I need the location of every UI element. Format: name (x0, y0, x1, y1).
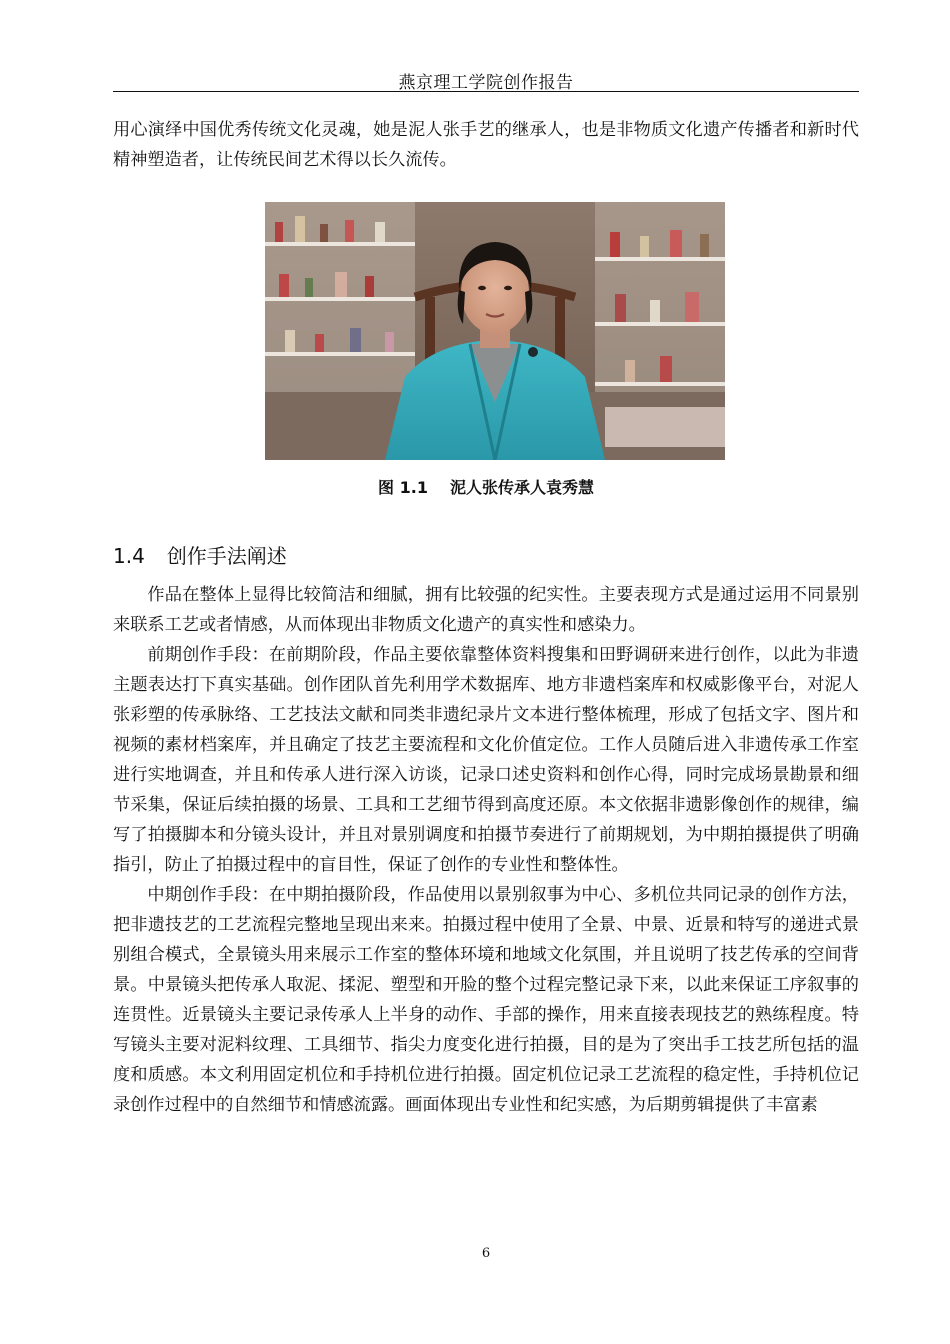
body-paragraph: 中期创作手段：在中期拍摄阶段，作品使用以景别叙事为中心、多机位共同记录的创作方法，把非遗技艺的工艺流程完整地呈现出来来。拍摄过程中使用了全景、中景、近景和特写的递进式景别组合模式，全景镜头用来展示工作室的整体环境和地域文化氛围，并且说明了技艺传承的空间背景。中景镜头把传承人取泥、揉泥、塑型和开脸的整个过程完整记录下来，以此来保证工序叙事的连贯性。近景镜头主要记录传承人上半身的动作、手部的操作，用来直接表现技艺的熟练程度。特写镜头主要对泥料纹理、工具细节、指尖力度变化进行拍摄，目的是为了突出手工技艺所包括的温度和质感。本文利用固定机位和手持机位进行拍摄。固定机位记录工艺流程的稳定性，手持机位记录创作过程中的自然细节和情感流露。画面体现出专业性和纪实感，为后期剪辑提供了丰富素 (113, 885, 859, 1115)
figure-caption-text: 泥人张传承人袁秀慧 (449, 478, 594, 497)
body-paragraph: 前期创作手段：在前期阶段，作品主要依靠整体资料搜集和田野调研来进行创作，以此为非遗主题表达打下真实基础。创作团队首先利用学术数据库、地方非遗档案库和权威影像平台，对泥人张彩塑的传承脉络、工艺技法文献和同类非遗纪录片文本进行整体梳理，形成了包括文字、图片和视频的素材档案库，并且确定了技艺主要流程和文化价值定位。工作人员随后进入非遗传承工作室进行实地调查，并且和传承人进行深入访谈，记录口述史资料和创作心得，同时完成场景勘景和细节采集，保证后续拍摄的场景、工具和工艺细节得到高度还原。本文依据非遗影像创作的规律，编写了拍摄脚本和分镜头设计，并且对景别调度和拍摄节奏进行了前期规划，为中期拍摄提供了明确指引，防止了拍摄过程中的盲目性，保证了创作的专业性和整体性。 (113, 645, 859, 875)
figure-caption (113, 475, 859, 498)
body-paragraph: 作品在整体上显得比较简洁和细腻，拥有比较强的纪实性。主要表现方式是通过运用不同景别来联系工艺或者情感，从而体现出非物质文化遗产的真实性和感染力。 (113, 585, 859, 635)
page-number: 6 (481, 1246, 491, 1261)
header-rule (113, 91, 859, 92)
section-number: 1.4 (113, 544, 145, 568)
section-heading (113, 540, 859, 569)
running-header: 燕京理工学院创作报告 (398, 73, 574, 93)
figure-number: 图 1.1 (378, 478, 428, 497)
continued-paragraph: 用心演绎中国优秀传统文化灵魂，她是泥人张手艺的继承人，也是非物质文化遗产传播者和新时代精神塑造者，让传统民间艺术得以长久流传。 (113, 120, 859, 170)
section-title: 创作手法阐述 (166, 544, 287, 568)
figure-photo (265, 202, 725, 460)
section-body (113, 580, 859, 1120)
photo-portrait-illustration (265, 202, 725, 460)
